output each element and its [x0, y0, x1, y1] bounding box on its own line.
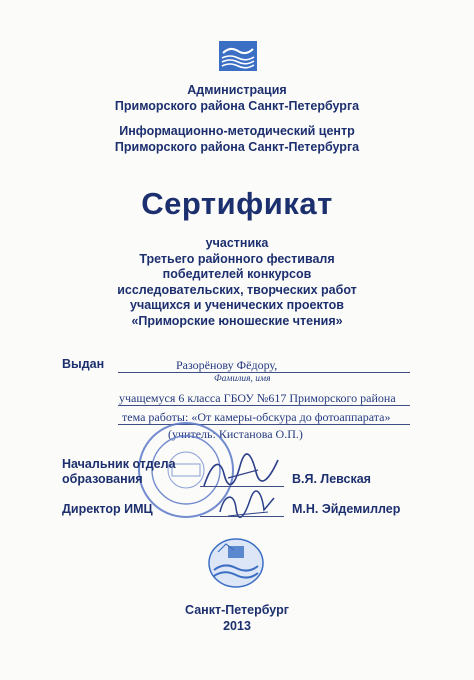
center-heading-line1: Информационно-методический центр: [119, 124, 355, 138]
admin-heading-line2: Приморского района Санкт-Петербурга: [114, 99, 360, 113]
center-heading-line2: Приморского района Санкт-Петербурга: [114, 140, 360, 154]
teacher-line: (учитель: Кистанова О.П.): [168, 427, 303, 441]
head-name: В.Я. Левская: [292, 472, 371, 486]
description-line: Третьего районного фестиваля: [139, 251, 335, 266]
head-title-line2: образования: [62, 472, 143, 486]
school-underline: [118, 405, 410, 406]
description-line: «Приморские юношеские чтения»: [131, 313, 343, 328]
description-block: [0, 236, 474, 330]
year: 2013: [223, 619, 251, 633]
city: Санкт-Петербург: [185, 603, 289, 617]
description-line: победителей конкурсов: [162, 267, 312, 282]
issued-label: Выдан: [62, 357, 105, 371]
head-signature-line: [200, 486, 284, 487]
description-line: учащихся и ученических проектов: [130, 298, 344, 313]
recipient-name: Разорёнову Фёдору,: [176, 358, 278, 372]
certificate-title: Сертификат: [141, 186, 333, 221]
director-name: М.Н. Эйдемиллер: [292, 502, 401, 516]
festival-emblem-icon: [206, 536, 266, 590]
school-line: учащемуся 6 класса ГБОУ №617 Приморского района: [119, 391, 396, 405]
director-title: Директор ИМЦ: [62, 502, 153, 516]
director-signature-line: [200, 516, 284, 517]
description-line: исследовательских, творческих работ: [117, 282, 357, 297]
waves-logo-icon: [218, 40, 258, 72]
description-line: участника: [205, 236, 269, 250]
head-title-line1: Начальник отдела: [62, 457, 176, 471]
topic-line: тема работы: «От камеры-обскура до фотоаппарата»: [122, 410, 391, 424]
admin-heading-line1: Администрация: [187, 83, 287, 97]
name-caption: Фамилия, имя: [214, 374, 271, 384]
